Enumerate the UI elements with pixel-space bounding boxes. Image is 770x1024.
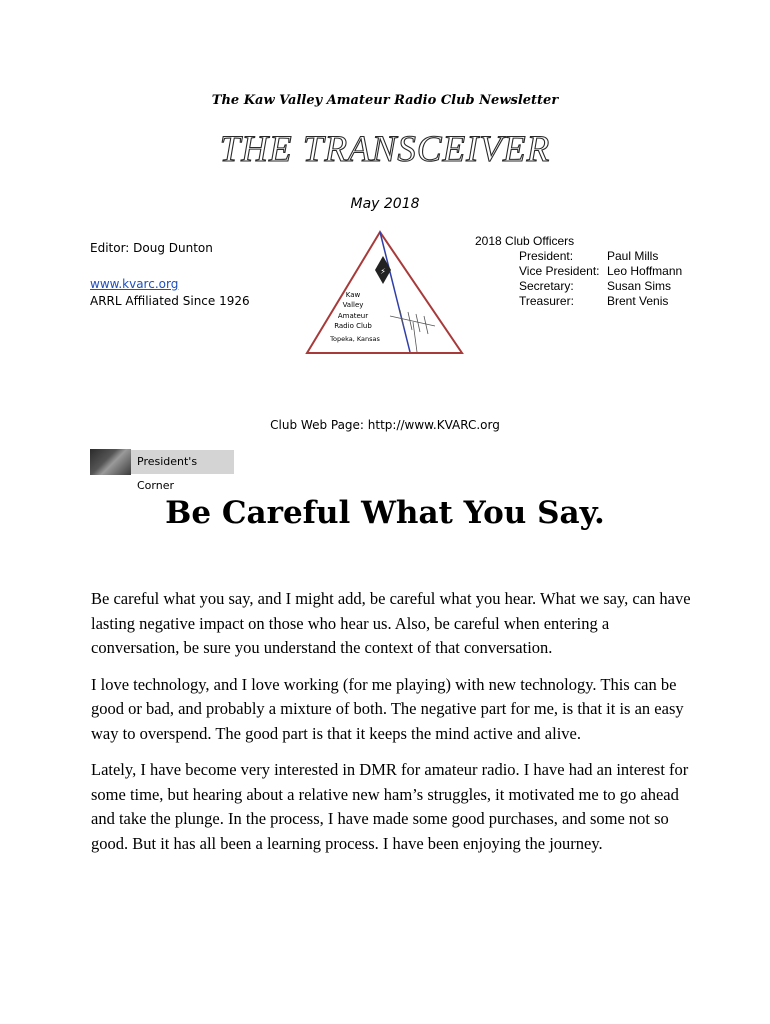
club-logo (305, 230, 465, 356)
article-paragraph: Lately, I have become very interested in DMR for amateur radio. I have had an interest for some time, but hearing about a relative new ham’s struggles, it motivated me to go ahead and take the plunge. In the process, I have made some good purchases, and some not so good. But it has all been a learning process. I have been enjoying the journey. (91, 760, 689, 853)
officer-row (475, 279, 672, 294)
presidents-corner-label: President's Corner (131, 450, 234, 474)
logo-location: Topeka, Kansas (330, 335, 380, 343)
newsletter-tagline: The Kaw Valley Amateur Radio Club Newsletter (211, 93, 559, 108)
editor-credit: Editor: Doug Dunton (90, 241, 213, 255)
issue-date: May 2018 (350, 196, 420, 212)
officer-role: Vice President: (519, 264, 600, 278)
officer-row (475, 264, 683, 279)
officer-name: Paul Mills (607, 249, 659, 263)
logo-diagonal (380, 232, 410, 352)
website-link[interactable]: www.kvarc.org (90, 277, 179, 291)
logo-line-1: Kaw (345, 291, 361, 299)
officer-name: Brent Venis (607, 294, 669, 308)
arrl-affiliation: ARRL Affiliated Since 1926 (90, 294, 250, 308)
officer-role: President: (519, 249, 574, 263)
logo-line-2: Valley (342, 301, 364, 309)
article-headline: Be Careful What You Say. (165, 495, 605, 531)
newsletter-title: THE TRANSCEIVER (219, 129, 551, 170)
logo-line-4: Radio Club (334, 322, 372, 330)
club-officers (475, 234, 683, 309)
officer-row (475, 249, 659, 264)
club-web-page: Club Web Page: http://www.KVARC.org (270, 418, 500, 432)
article-body (91, 587, 691, 868)
antenna-icon (390, 310, 435, 352)
logo-line-3: Amateur (337, 312, 369, 320)
officer-role: Secretary: (519, 279, 574, 293)
president-photo (90, 449, 131, 475)
officers-heading: 2018 Club Officers (475, 234, 575, 248)
svg-text:⚡: ⚡ (380, 267, 386, 276)
officer-name: Leo Hoffmann (607, 264, 683, 278)
officer-name: Susan Sims (607, 279, 672, 293)
article-paragraph: Be careful what you say, and I might add, be careful what you hear. What we say, can have lasting negative impact on those who hear us. Also, be careful when entering a conversation, be sure you understand the context of that conversation. (91, 589, 691, 657)
officer-row (475, 294, 669, 309)
article-paragraph: I love technology, and I love working (for me playing) with new technology. This can be good or bad, and probably a mixture of both. The negative part for me, is that it is an easy way to overspend. The good part is that it keeps the mind active and alive. (91, 674, 684, 743)
officer-role: Treasurer: (519, 294, 574, 308)
